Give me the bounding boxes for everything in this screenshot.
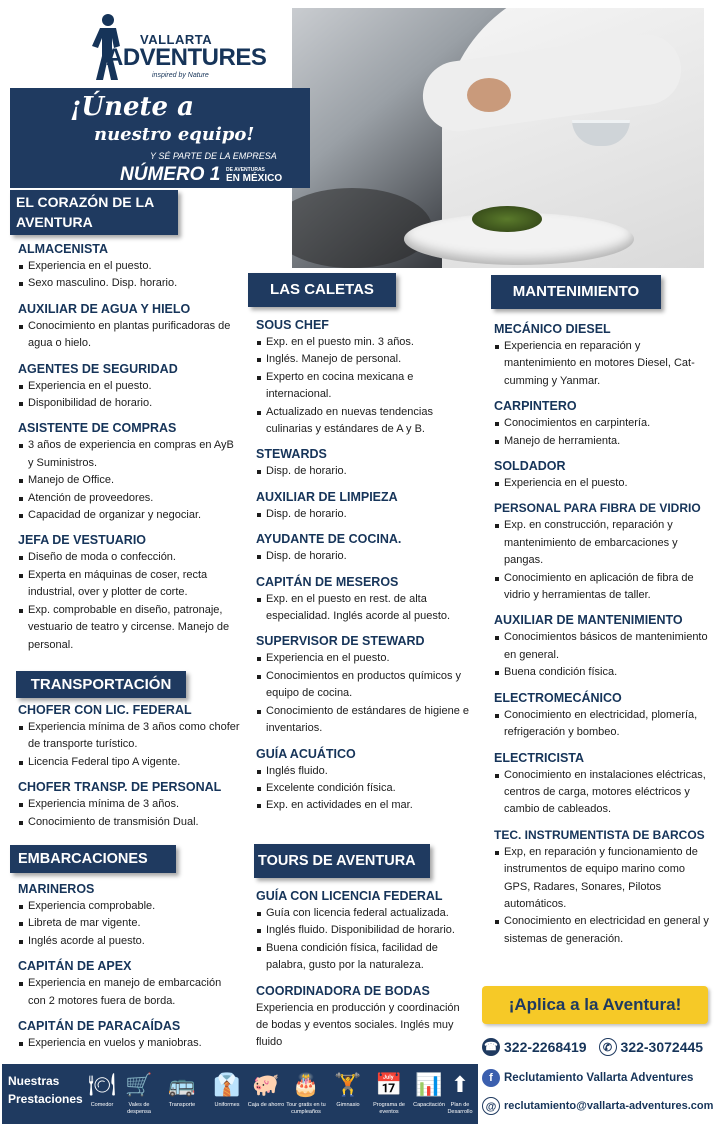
- job-title: ALMACENISTA: [18, 242, 109, 256]
- benefit-plan-desarrollo: [442, 1068, 478, 1116]
- benefit-label: Plan de Desarrollo: [447, 1102, 473, 1115]
- job-asistente-compras: [18, 420, 240, 524]
- job-requirement: Experiencia mínima de 3 años como chofer de transporte turístico.: [18, 719, 240, 754]
- benefit-label: Capacitación: [413, 1102, 445, 1108]
- email-icon: @: [482, 1097, 500, 1115]
- job-agentes-seguridad: [18, 361, 240, 413]
- job-title: GUÍA CON LICENCIA FEDERAL: [256, 889, 443, 903]
- facebook-link[interactable]: Reclutamiento Vallarta Adventures: [504, 1072, 694, 1084]
- company-logo: [92, 12, 267, 88]
- gym-icon: 🏋: [334, 1072, 362, 1097]
- job-requirement: Exp. en construcción, reparación y mantenimiento de embarcaciones y pangas.: [494, 517, 711, 569]
- benefit-label: Tour gratis en tu cumpleaños: [286, 1102, 326, 1115]
- job-carpintero: [494, 398, 711, 450]
- job-title: JEFA DE VESTUARIO: [18, 533, 147, 548]
- job-requirement: Inglés fluido. Disponibilidad de horario.: [256, 922, 474, 939]
- birthday-cake-icon: 🎂: [292, 1072, 320, 1097]
- job-requirement: Exp. comprobable en diseño, patronaje, vestuario de teatro y circense. Manejo de personal.: [18, 602, 240, 654]
- job-ayudante-cocina: [256, 531, 474, 565]
- job-title: ELECTRICISTA: [494, 750, 585, 765]
- facebook-icon: f: [482, 1069, 500, 1087]
- benefits-title-line-1: Nuestras: [8, 1074, 60, 1088]
- training-icon: 📊: [415, 1072, 443, 1097]
- job-requirement: Buena condición física, facilidad de palabra, gusto por la naturaleza.: [256, 940, 474, 975]
- apply-button[interactable]: ¡Aplica a la Aventura!: [482, 986, 708, 1024]
- job-capitan-meseros: [256, 574, 474, 626]
- job-requirement: Exp. en el puesto en rest. de alta especialidad. Inglés acorde al puesto.: [256, 591, 474, 626]
- job-title: CAPITÁN DE MESEROS: [256, 574, 399, 589]
- utensils-icon: 🍽: [88, 1072, 116, 1097]
- column-2-tours: [254, 844, 474, 1052]
- job-requirement: Experiencia en reparación y mantenimiento en motores Diesel, Cat-cumming y Yanmar.: [494, 338, 711, 390]
- job-requirement: Manejo de herramienta.: [494, 433, 711, 450]
- job-title: TEC. INSTRUMENTISTA DE BARCOS: [494, 827, 705, 842]
- job-title: CARPINTERO: [494, 399, 577, 414]
- column-3: [491, 275, 711, 948]
- job-requirement: Diseño de moda o confección.: [18, 549, 240, 566]
- job-title: CHOFER TRANSP. DE PERSONAL: [18, 780, 222, 795]
- section-heading-tours-aventura: TOURS DE AVENTURA: [254, 844, 430, 878]
- benefit-label: Vales de despensa: [127, 1102, 151, 1115]
- logo-text-sub: inspired by Nature: [152, 72, 209, 79]
- job-title: COORDINADORA DE BODAS: [256, 983, 430, 998]
- job-requirement: Experiencia en el puesto.: [494, 475, 711, 492]
- job-requirement: Capacidad de organizar y negociar.: [18, 507, 240, 524]
- job-requirement: Exp. en actividades en el mar.: [256, 797, 474, 814]
- job-title: SOLDADOR: [494, 459, 566, 474]
- job-requirement: Disp. de horario.: [256, 506, 474, 523]
- job-title: ELECTROMECÁNICO: [494, 690, 622, 705]
- job-requirement: Disp. de horario.: [256, 463, 474, 480]
- benefits-title: [8, 1072, 83, 1108]
- column-2: [248, 273, 474, 815]
- job-almacenista: [18, 241, 240, 293]
- benefit-caja-ahorro: [246, 1068, 286, 1109]
- job-stewards: [256, 446, 474, 480]
- job-requirement: Sexo masculino. Disp. horario.: [18, 275, 240, 292]
- job-requirement: Inglés. Manejo de personal.: [256, 351, 474, 368]
- job-title: MECÁNICO DIESEL: [494, 322, 611, 336]
- banner-headline-2: nuestro equipo!: [94, 124, 255, 145]
- section-heading-embarcaciones: EMBARCACIONES: [10, 845, 176, 873]
- job-requirement: Conocimientos en productos químicos y equipo de cocina.: [256, 668, 474, 703]
- job-mecanico-diesel: [494, 321, 711, 390]
- calendar-events-icon: 📅: [375, 1072, 403, 1097]
- banner-headline-1: ¡Únete a: [70, 92, 194, 122]
- benefit-gimnasio: [328, 1068, 368, 1109]
- job-requirement: Disponibilidad de horario.: [18, 395, 240, 412]
- logo-text-top: VALLARTA: [140, 32, 213, 47]
- job-requirement: Conocimiento de transmisión Dual.: [18, 814, 240, 831]
- benefits-title-line-2: Prestaciones: [8, 1092, 83, 1106]
- job-requirement: Atención de proveedores.: [18, 490, 240, 507]
- benefit-tour-cumpleanos: [286, 1068, 326, 1116]
- job-capitan-apex: [18, 958, 240, 1010]
- job-requirement: Experiencia comprobable.: [18, 898, 240, 915]
- benefit-label: Programa de eventos: [373, 1102, 405, 1115]
- job-title: AUXILIAR DE AGUA Y HIELO: [18, 301, 191, 316]
- job-requirement: Conocimiento en electricidad en general y sistemas de generación.: [494, 913, 711, 948]
- job-requirement: Experiencia en el puesto.: [18, 378, 240, 395]
- piggy-bank-icon: 🐖: [252, 1072, 280, 1097]
- job-requirement: Conocimiento en electricidad, plomería, refrigeración y bombeo.: [494, 707, 711, 742]
- job-auxiliar-limpieza: [256, 489, 474, 523]
- email-link[interactable]: reclutamiento@vallarta-adventures.com: [504, 1100, 714, 1112]
- banner-small-1: DE AVENTURAS: [226, 167, 265, 173]
- benefit-label: Transporte: [168, 1102, 196, 1108]
- phone-number-2[interactable]: 322-3072445: [620, 1039, 704, 1055]
- benefit-label: Gimnasio: [336, 1102, 360, 1108]
- job-requirement: Conocimientos básicos de mantenimiento en general.: [494, 629, 711, 664]
- job-title: AGENTES DE SEGURIDAD: [18, 361, 178, 376]
- job-requirement: Experiencia mínima de 3 años.: [18, 796, 240, 813]
- job-title: ASISTENTE DE COMPRAS: [18, 421, 177, 436]
- job-title: STEWARDS: [256, 447, 327, 462]
- job-requirement: Conocimiento de estándares de higiene e inventarios.: [256, 703, 474, 738]
- job-requirement: Guía con licencia federal actualizada.: [256, 905, 474, 922]
- banner-tagline: Y SÉ PARTE DE LA EMPRESA: [150, 151, 277, 161]
- whatsapp-icon: ✆: [599, 1038, 617, 1056]
- job-requirement: Exp. en el puesto min. 3 años.: [256, 334, 474, 351]
- job-title: AUXILIAR DE MANTENIMIENTO: [494, 613, 683, 628]
- job-capitan-paracaidas: [18, 1018, 240, 1052]
- job-title: PERSONAL PARA FIBRA DE VIDRIO: [494, 501, 701, 516]
- job-title: SUPERVISOR DE STEWARD: [256, 634, 425, 649]
- job-title: SOUS CHEF: [256, 318, 329, 332]
- job-requirement: Buena condición física.: [494, 664, 711, 681]
- section-heading-transportacion: TRANSPORTACIÓN: [16, 671, 186, 698]
- uniform-icon: 👔: [213, 1072, 241, 1097]
- job-chofer-federal: [18, 702, 240, 771]
- job-requirement: Conocimientos en carpintería.: [494, 415, 711, 432]
- benefit-transporte: [162, 1068, 202, 1109]
- benefits-footer: [2, 1064, 478, 1124]
- job-requirement: 3 años de experiencia en compras en AyB y Suministros.: [18, 437, 240, 472]
- job-requirement: Actualizado en nuevas tendencias culinarias y estándares de A y B.: [256, 404, 474, 439]
- job-guia-licencia-federal: [256, 888, 474, 975]
- job-title: CHOFER CON LIC. FEDERAL: [18, 703, 192, 717]
- banner-small-2: EN MÉXICO: [226, 173, 283, 184]
- job-title: GUÍA ACUÁTICO: [256, 746, 356, 761]
- contact-facebook: [482, 1069, 693, 1087]
- column-1-transport: [16, 671, 240, 831]
- job-requirement: Disp. de horario.: [256, 548, 474, 565]
- job-title: CAPITÁN DE APEX: [18, 959, 132, 974]
- benefit-vales: [119, 1068, 159, 1116]
- bus-icon: 🚌: [168, 1072, 196, 1097]
- job-guia-acuatico: [256, 746, 474, 815]
- career-plan-icon: ⬆: [450, 1072, 470, 1097]
- job-requirement: Exp, en reparación y funcionamiento de instrumentos de equipo marino como GPS, Radares, Sonares, Pilotos automáticos.: [494, 844, 711, 914]
- contact-email: [482, 1097, 713, 1115]
- benefit-comedor: [82, 1068, 122, 1109]
- job-requirement: Experta en máquinas de coser, recta industrial, over y plotter de corte.: [18, 567, 240, 602]
- job-requirement: Experiencia en el puesto.: [18, 258, 240, 275]
- phone-number-1[interactable]: 322-2268419: [504, 1039, 587, 1055]
- job-auxiliar-agua: [18, 301, 240, 353]
- section-heading-mantenimiento: MANTENIMIENTO: [491, 275, 661, 309]
- job-electromecanico: [494, 690, 711, 742]
- contact-phones: [482, 1038, 703, 1056]
- section-heading-las-caletas: LAS CALETAS: [248, 273, 396, 307]
- job-title: AYUDANTE DE COCINA.: [256, 532, 402, 547]
- job-requirement: Manejo de Office.: [18, 472, 240, 489]
- column-1: [10, 190, 240, 235]
- benefit-label: Comedor: [90, 1102, 114, 1108]
- job-requirement: Experto en cocina mexicana e internacional.: [256, 369, 474, 404]
- logo-text-main: ADVENTURES: [106, 44, 267, 71]
- job-requirement: Libreta de mar vigente.: [18, 915, 240, 932]
- job-title: MARINEROS: [18, 882, 95, 896]
- job-supervisor-steward: [256, 633, 474, 737]
- job-soldador: [494, 458, 711, 492]
- job-requirement: Experiencia en manejo de embarcación con 2 motores fuera de borda.: [18, 975, 240, 1010]
- benefit-eventos: [369, 1068, 409, 1116]
- job-description: Experiencia en producción y coordinación de bodas y eventos sociales. Inglés muy fluido: [256, 1001, 460, 1049]
- job-fibra-vidrio: [494, 500, 711, 604]
- job-jefa-vestuario: [18, 532, 240, 653]
- job-sous-chef: [256, 317, 474, 438]
- job-marineros: [18, 881, 240, 950]
- benefit-uniformes: [207, 1068, 247, 1109]
- job-requirement: Conocimiento en instalaciones eléctricas, centros de carga, motores eléctricos y cambio de cableados.: [494, 767, 711, 819]
- job-requirement: Conocimiento en plantas purificadoras de agua o hielo.: [18, 318, 240, 353]
- job-chofer-personal: [18, 779, 240, 831]
- job-electricista: [494, 750, 711, 819]
- job-requirement: Inglés fluido.: [256, 763, 474, 780]
- job-requirement: Conocimiento en aplicación de fibra de vidrio y herramientas de taller.: [494, 570, 711, 605]
- join-team-banner: [10, 88, 310, 188]
- phone-icon: ☎: [482, 1038, 500, 1056]
- column-1-jobs-a: [18, 241, 240, 654]
- job-title: AUXILIAR DE LIMPIEZA: [256, 489, 398, 504]
- food-voucher-icon: 🛒: [125, 1072, 153, 1097]
- job-instrumentista-barcos: [494, 827, 711, 948]
- banner-number-one: NÚMERO 1: [120, 164, 221, 185]
- job-requirement: Experiencia en vuelos y maniobras.: [18, 1035, 240, 1052]
- job-requirement: Licencia Federal tipo A vigente.: [18, 754, 240, 771]
- benefit-label: Caja de ahorro: [247, 1102, 285, 1108]
- job-auxiliar-mantenimiento: [494, 612, 711, 681]
- job-requirement: Experiencia en el puesto.: [256, 650, 474, 667]
- job-coordinadora-bodas: [256, 983, 474, 1052]
- job-title: CAPITÁN DE PARACAÍDAS: [18, 1019, 181, 1034]
- hero-chef-photo: [292, 8, 704, 268]
- job-requirement: Inglés acorde al puesto.: [18, 933, 240, 950]
- job-requirement: Excelente condición física.: [256, 780, 474, 797]
- benefit-label: Uniformes: [214, 1102, 240, 1108]
- column-1-embarcaciones: [10, 845, 240, 1052]
- section-heading-corazon: EL CORAZÓN DE LA AVENTURA: [10, 190, 178, 235]
